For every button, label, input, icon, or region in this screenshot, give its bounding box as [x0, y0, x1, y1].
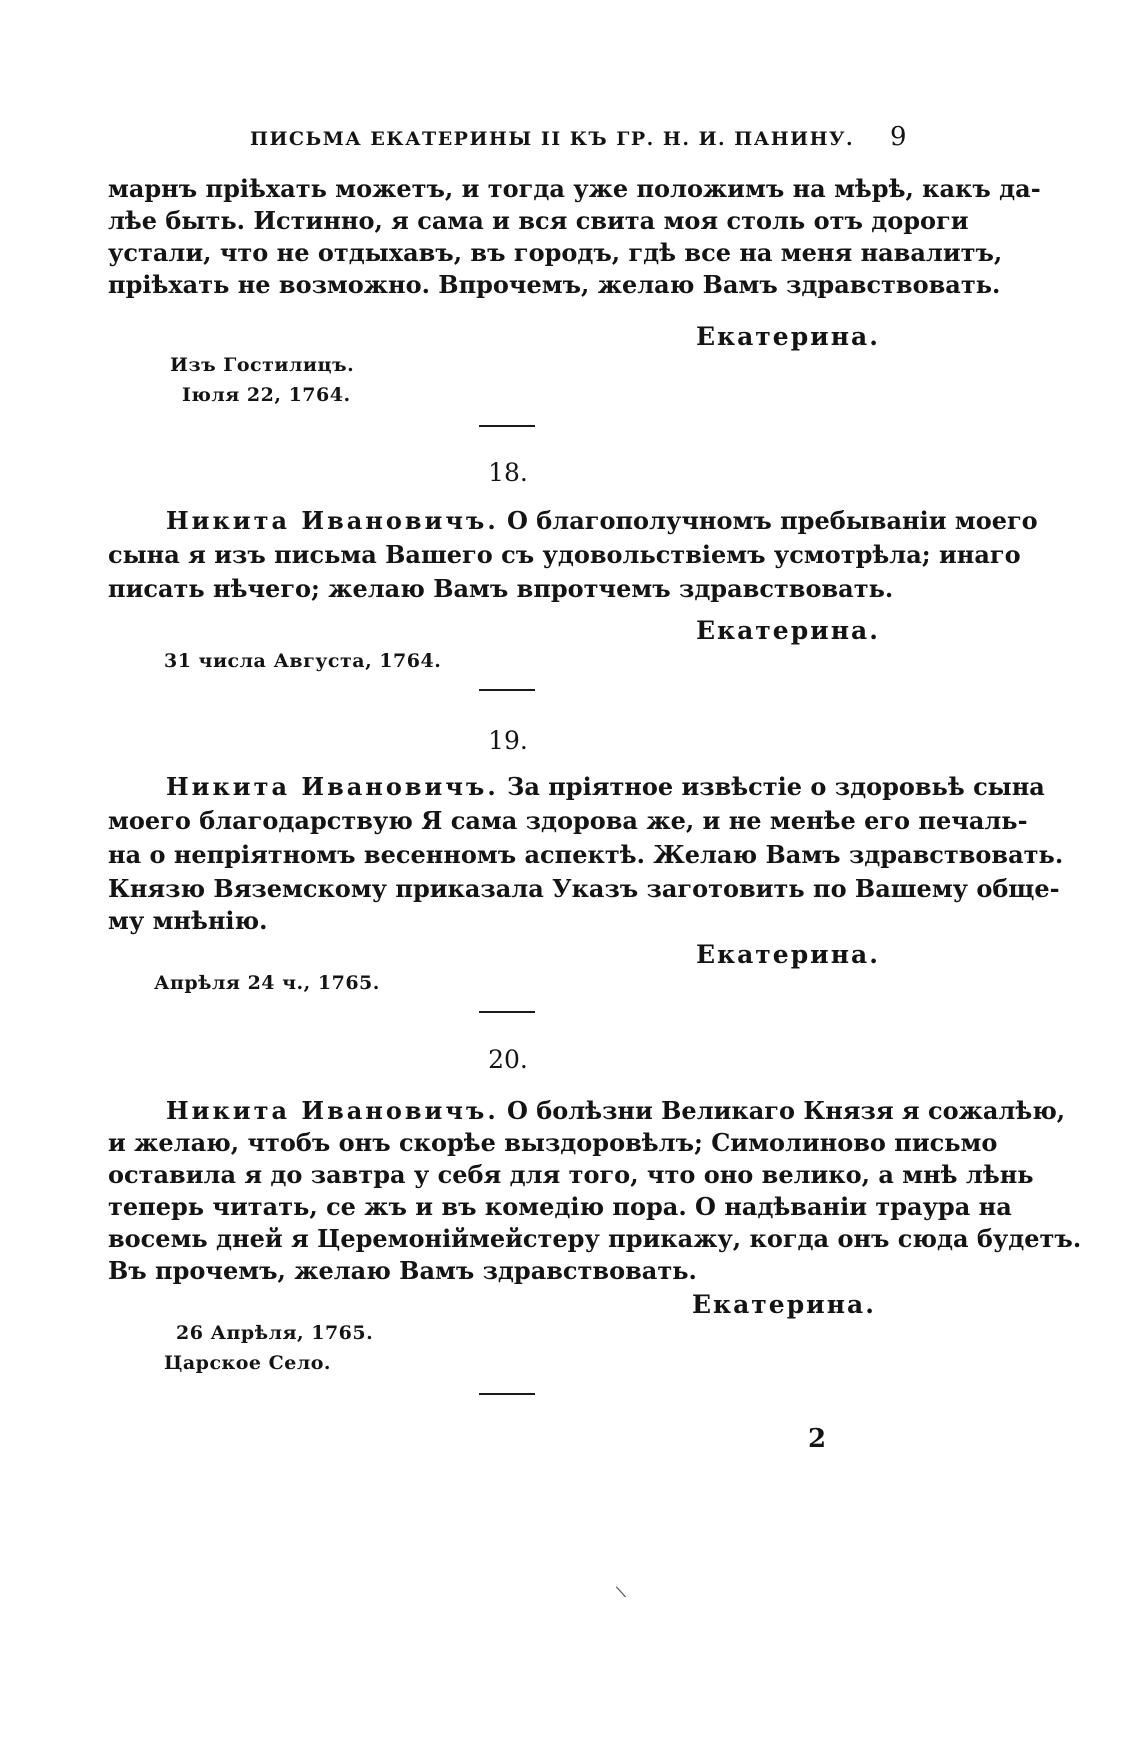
- section-rule: [479, 425, 535, 427]
- letter-date: 31 числа Августа, 1764.: [164, 650, 442, 672]
- section-rule: [479, 1393, 535, 1395]
- text-line: марнъ пріѣхать можетъ, и тогда уже положимъ на мѣрѣ, какъ да-: [108, 174, 1041, 203]
- letter-number: 19.: [488, 726, 528, 755]
- addressee: Никита Ивановичъ.: [166, 506, 499, 535]
- letter-date: 26 Апрѣля, 1765.: [176, 1322, 374, 1344]
- text-line: восемь дней я Церемоніймейстеру прикажу, когда онъ сюда будетъ.: [108, 1224, 1082, 1253]
- letter-place: Изъ Гостилицъ.: [170, 354, 355, 376]
- page-number: 9: [890, 122, 907, 152]
- letter-number: 20.: [488, 1045, 528, 1074]
- text-line: устали, что не отдыхавъ, въ городъ, гдѣ все на меня навалитъ,: [108, 238, 1003, 267]
- text-line: Никита Ивановичъ. О благополучномъ пребываніи моего: [166, 506, 1038, 535]
- signature: Екатерина.: [696, 940, 880, 969]
- print-speck-decoration: \: [614, 1581, 628, 1602]
- letter-place: Царское Село.: [164, 1352, 332, 1374]
- signature: Екатерина.: [696, 616, 880, 645]
- text-line: Никита Ивановичъ. За пріятное извѣстіе о здоровьѣ сына: [166, 772, 1045, 801]
- text-line: писать нѣчего; желаю Вамъ впротчемъ здравствовать.: [108, 574, 894, 603]
- addressee: Никита Ивановичъ.: [166, 1096, 499, 1125]
- text-line: теперь читать, се жъ и въ комедію пора. О надѣваніи траура на: [108, 1192, 1012, 1221]
- text-line: оставила я до завтра у себя для того, что оно велико, а мнѣ лѣнь: [108, 1160, 1034, 1189]
- letter-date: Апрѣля 24 ч., 1765.: [154, 972, 380, 994]
- text-line: моего благодарствую Я сама здорова же, и не менѣе его печаль-: [108, 806, 1028, 835]
- text-line: Въ прочемъ, желаю Вамъ здравствовать.: [108, 1256, 697, 1285]
- text-line: Князю Вяземскому приказала Указъ заготовить по Вашему обще-: [108, 874, 1060, 903]
- text-line: лѣе быть. Истинно, я сама и вся свита моя столь отъ дороги: [108, 206, 969, 235]
- signature: Екатерина.: [692, 1290, 876, 1319]
- text-line: му мнѣнію.: [108, 906, 268, 935]
- section-rule: [479, 1011, 535, 1013]
- running-title: ПИСЬМА ЕКАТЕРИНЫ II КЪ ГР. Н. И. ПАНИНУ.: [250, 128, 855, 150]
- section-rule: [479, 689, 535, 691]
- text-line: пріѣхать не возможно. Впрочемъ, желаю Вамъ здравствовать.: [108, 270, 1001, 299]
- text-line: Никита Ивановичъ. О болѣзни Великаго Князя я сожалѣю,: [166, 1096, 1066, 1125]
- text-line: и желаю, чтобъ онъ скорѣе выздоровѣлъ; Симолиново письмо: [108, 1128, 998, 1157]
- letter-number: 18.: [488, 458, 528, 487]
- text-line: сына я изъ письма Вашего съ удовольствіемъ усмотрѣла; инаго: [108, 540, 1021, 569]
- sheet-signature-mark: 2: [808, 1424, 827, 1454]
- addressee: Никита Ивановичъ.: [166, 772, 499, 801]
- signature: Екатерина.: [696, 322, 880, 351]
- letter-date: Іюля 22, 1764.: [182, 384, 351, 406]
- text-line: на о непріятномъ весенномъ аспектѣ. Желаю Вамъ здравствовать.: [108, 840, 1064, 869]
